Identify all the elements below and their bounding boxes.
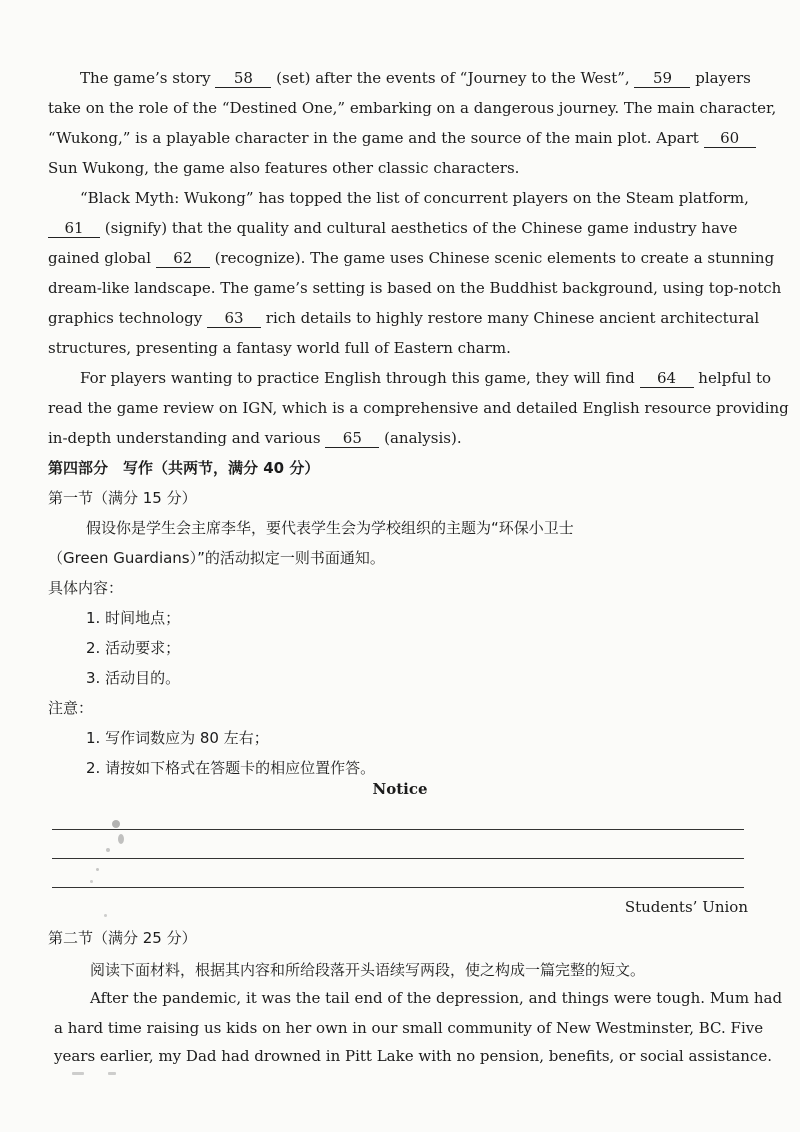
scan-speck (72, 1072, 84, 1075)
para2-line6: structures, presenting a fantasy world full of Eastern charm. (48, 339, 511, 357)
para2-line3: gained global 62 (recognize). The game uses Chinese scenic elements to create a stunning (48, 249, 775, 267)
scan-speck (112, 820, 120, 828)
section2-instruction: 阅读下面材料，根据其内容和所给段落开头语续写两段，使之构成一篇完整的短文。 (90, 961, 646, 979)
content-item-1: 1. 时间地点； (86, 609, 181, 627)
section1-title: 第一节（满分 15 分） (48, 489, 197, 507)
para3-line3: in-depth understanding and various 65 (analysis). (48, 429, 462, 447)
blank-61[interactable]: 61 (48, 219, 100, 238)
blank-58[interactable]: 58 (215, 69, 271, 88)
blank-59[interactable]: 59 (634, 69, 690, 88)
para2-line2: 61 (signify) that the quality and cultural aesthetics of the Chinese game industry have (48, 218, 744, 238)
answer-line-1 (52, 829, 744, 830)
scan-speck (90, 880, 93, 883)
para1-line3: “Wukong,” is a playable character in the game and the source of the main plot. Apart 60 (48, 128, 744, 148)
content-item-2: 2. 活动要求； (86, 639, 181, 657)
scan-speck (108, 1072, 116, 1075)
para1-line4: Sun Wukong, the game also features other classic characters. (48, 159, 520, 177)
section1-prompt-line2: （Green Guardians）”的活动拟定一则书面通知。 (48, 549, 385, 567)
para2-line4: dream-like landscape. The game’s setting is based on the Buddhist background, using top-notch (48, 279, 782, 297)
story-line-2: a hard time raising us kids on her own in our small community of New Westminster, BC. Five (54, 1019, 764, 1037)
blank-63[interactable]: 63 (207, 309, 261, 328)
story-line-1: After the pandemic, it was the tail end of the depression, and things were tough. Mum had (90, 989, 783, 1007)
para3-line1: For players wanting to practice English through this game, they will find 64 helpful to (80, 369, 772, 387)
blank-65[interactable]: 65 (325, 429, 379, 448)
blank-60[interactable]: 60 (704, 129, 756, 148)
blank-62[interactable]: 62 (156, 249, 210, 268)
scan-speck (104, 914, 107, 917)
scan-speck (106, 848, 110, 852)
note-2: 2. 请按如下格式在答题卡的相应位置作答。 (86, 759, 376, 777)
scan-speck (118, 834, 124, 844)
para1-line1: The game’s story 58 (set) after the events of “Journey to the West”, 59 players (80, 69, 751, 87)
part4-title: 第四部分 写作（共两节，满分 40 分） (48, 459, 320, 477)
section2-title: 第二节（满分 25 分） (48, 929, 197, 947)
notice-signature: Students’ Union (624, 898, 748, 916)
para3-line2: read the game review on IGN, which is a comprehensive and detailed English resource providing (48, 399, 789, 417)
note-label: 注意： (48, 699, 94, 717)
content-label: 具体内容： (48, 579, 124, 597)
section1-prompt-line1: 假设你是学生会主席李华，要代表学生会为学校组织的主题为“环保小卫士 (86, 519, 574, 537)
notice-title: Notice (372, 780, 428, 798)
answer-line-2 (52, 858, 744, 859)
para2-line1: “Black Myth: Wukong” has topped the list of concurrent players on the Steam platform, (80, 189, 749, 207)
scan-speck (96, 868, 99, 871)
note-1: 1. 写作词数应为 80 左右； (86, 729, 269, 747)
para2-line5: graphics technology 63 rich details to highly restore many Chinese ancient architectural (48, 309, 760, 327)
content-item-3: 3. 活动目的。 (86, 669, 181, 687)
answer-line-3 (52, 887, 744, 888)
blank-64[interactable]: 64 (640, 369, 694, 388)
story-line-3: years earlier, my Dad had drowned in Pitt Lake with no pension, benefits, or social assistance. (54, 1047, 772, 1065)
para1-line2: take on the role of the “Destined One,” embarking on a dangerous journey. The main character, (48, 99, 777, 117)
